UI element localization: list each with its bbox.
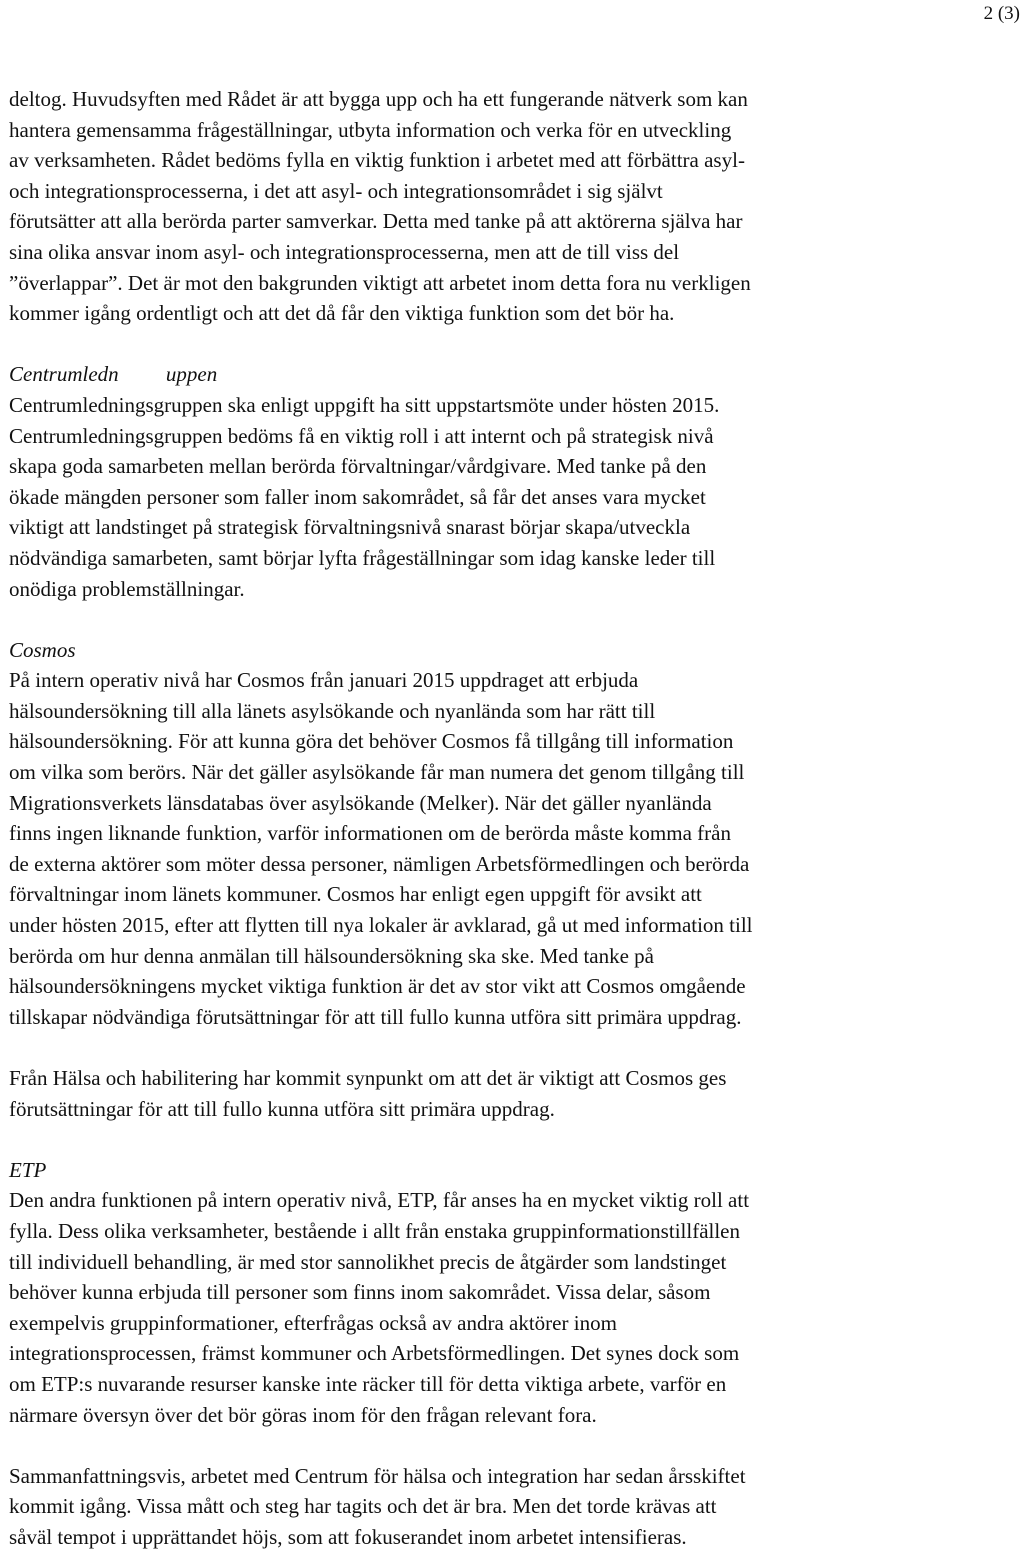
- text-line: onödiga problemställningar.: [9, 576, 245, 601]
- text-line: exempelvis gruppinformationer, efterfrågas också av andra aktörer inom: [9, 1310, 617, 1335]
- text-line: finns ingen liknande funktion, varför informationen om de berörda måste komma från: [9, 821, 731, 846]
- text-line: under hösten 2015, efter att flytten till nya lokaler är avklarad, gå ut med information till: [9, 913, 753, 938]
- text-line: kommit igång. Vissa mått och steg har tagits och det är bra. Men det torde krävas att: [9, 1494, 717, 1519]
- paragraph-spacer: [9, 1124, 989, 1155]
- text-line: till individuell behandling, är med stor sannolikhet precis de åtgärder som landstinget: [9, 1249, 727, 1274]
- paragraph-spacer: [9, 329, 989, 360]
- section-heading-etp: ETP: [9, 1157, 47, 1182]
- document-body: [9, 84, 989, 1553]
- text-line: behöver kunna erbjuda till personer som finns inom sakområdet. Vissa delar, såsom: [9, 1280, 711, 1305]
- text-line: berörda om hur denna anmälan till hälsoundersökning ska ske. Med tanke på: [9, 943, 654, 968]
- text-line: Centrumledningsgruppen bedöms få en viktig roll i att internt och på strategisk nivå: [9, 423, 714, 448]
- text-line: kommer igång ordentligt och att det då får den viktiga funktion som det bör ha.: [9, 301, 675, 326]
- text-line: Migrationsverkets länsdatabas över asylsökande (Melker). När det gäller nyanlända: [9, 790, 712, 815]
- text-line: hantera gemensamma frågeställningar, utbyta information och verka för en utveckling: [9, 117, 732, 142]
- text-line: viktigt att landstinget på strategisk förvaltningsnivå snarast börjar skapa/utveckla: [9, 515, 691, 540]
- text-line: och integrationsprocesserna, i det att asyl- och integrationsområdet i sig självt: [9, 178, 663, 203]
- paragraph-etp: [9, 1185, 989, 1430]
- page-number: 2 (3): [983, 3, 1020, 24]
- text-line: förutsättningar för att till fullo kunna utföra sitt primära uppdrag.: [9, 1096, 555, 1121]
- text-line: av verksamheten. Rådet bedöms fylla en viktig funktion i arbetet med att förbättra asyl-: [9, 148, 745, 173]
- paragraph-radet: [9, 84, 989, 329]
- paragraph-centrumledningsgruppen: [9, 390, 989, 604]
- text-line: Den andra funktionen på intern operativ nivå, ETP, får anses ha en mycket viktig roll att: [9, 1188, 750, 1213]
- text-line: tillskapar nödvändiga förutsättningar för att till fullo kunna utföra sitt primära uppdrag.: [9, 1004, 742, 1029]
- text-line: ökade mängden personer som faller inom sakområdet, så får det anses vara mycket: [9, 484, 706, 509]
- text-line: förutsätter att alla berörda parter samverkar. Detta med tanke på att aktörerna själva har: [9, 209, 743, 234]
- text-line: deltog. Huvudsyften med Rådet är att bygga upp och ha ett fungerande nätverk som kan: [9, 87, 748, 111]
- text-line: om vilka som berörs. När det gäller asylsökande får man numera det genom tillgång till: [9, 760, 745, 785]
- text-line: skapa goda samarbeten mellan berörda förvaltningar/vårdgivare. Med tanke på den: [9, 454, 707, 479]
- paragraph-halsa-habilitering: [9, 1063, 989, 1124]
- text-line: om ETP:s nuvarande resurser kanske inte räcker till för detta viktiga arbete, varför en: [9, 1371, 727, 1396]
- text-line: På intern operativ nivå har Cosmos från januari 2015 uppdraget att erbjuda: [9, 668, 639, 693]
- section-heading-cosmos: Cosmos: [9, 637, 76, 662]
- paragraph-spacer: [9, 1430, 989, 1461]
- text-line: såväl tempot i upprättandet höjs, som att fokuserandet inom arbetet intensifieras.: [9, 1524, 687, 1549]
- paragraph-spacer: [9, 604, 989, 635]
- text-line: de externa aktörer som möter dessa personer, nämligen Arbetsförmedlingen och berörda: [9, 851, 750, 876]
- text-line: förvaltningar inom länets kommuner. Cosmos har enligt egen uppgift för avsikt att: [9, 882, 702, 907]
- text-line: hälsoundersökningens mycket viktiga funktion är det av stor vikt att Cosmos omgående: [9, 974, 746, 999]
- text-line: Från Hälsa och habilitering har kommit synpunkt om att det är viktigt att Cosmos ges: [9, 1066, 727, 1090]
- text-line: närmare översyn över det bör göras inom för den frågan relevant fora.: [9, 1402, 597, 1427]
- text-line: ”överlappar”. Det är mot den bakgrunden viktigt att arbetet inom detta fora nu verkligen: [9, 270, 751, 295]
- paragraph-spacer: [9, 1032, 989, 1063]
- section-heading-centrumledningsgruppen: Centrumledn uppen: [9, 362, 218, 387]
- paragraph-sammanfattning: [9, 1461, 989, 1553]
- text-line: Sammanfattningsvis, arbetet med Centrum för hälsa och integration har sedan årsskiftet: [9, 1463, 746, 1488]
- paragraph-cosmos: [9, 665, 989, 1032]
- text-line: hälsoundersökning. För att kunna göra det behöver Cosmos få tillgång till information: [9, 729, 734, 754]
- text-line: Centrumledningsgruppen ska enligt uppgift ha sitt uppstartsmöte under hösten 2015.: [9, 392, 720, 417]
- text-line: hälsoundersökning till alla länets asylsökande och nyanlända som har rätt till: [9, 698, 656, 723]
- text-line: integrationsprocessen, främst kommuner och Arbetsförmedlingen. Det synes dock som: [9, 1341, 740, 1366]
- text-line: sina olika ansvar inom asyl- och integrationsprocesserna, men att de till viss del: [9, 239, 680, 264]
- text-line: nödvändiga samarbeten, samt börjar lyfta frågeställningar som idag kanske leder till: [9, 545, 716, 570]
- text-line: fylla. Dess olika verksamheter, bestående i allt från enstaka gruppinformationstillfällen: [9, 1218, 741, 1243]
